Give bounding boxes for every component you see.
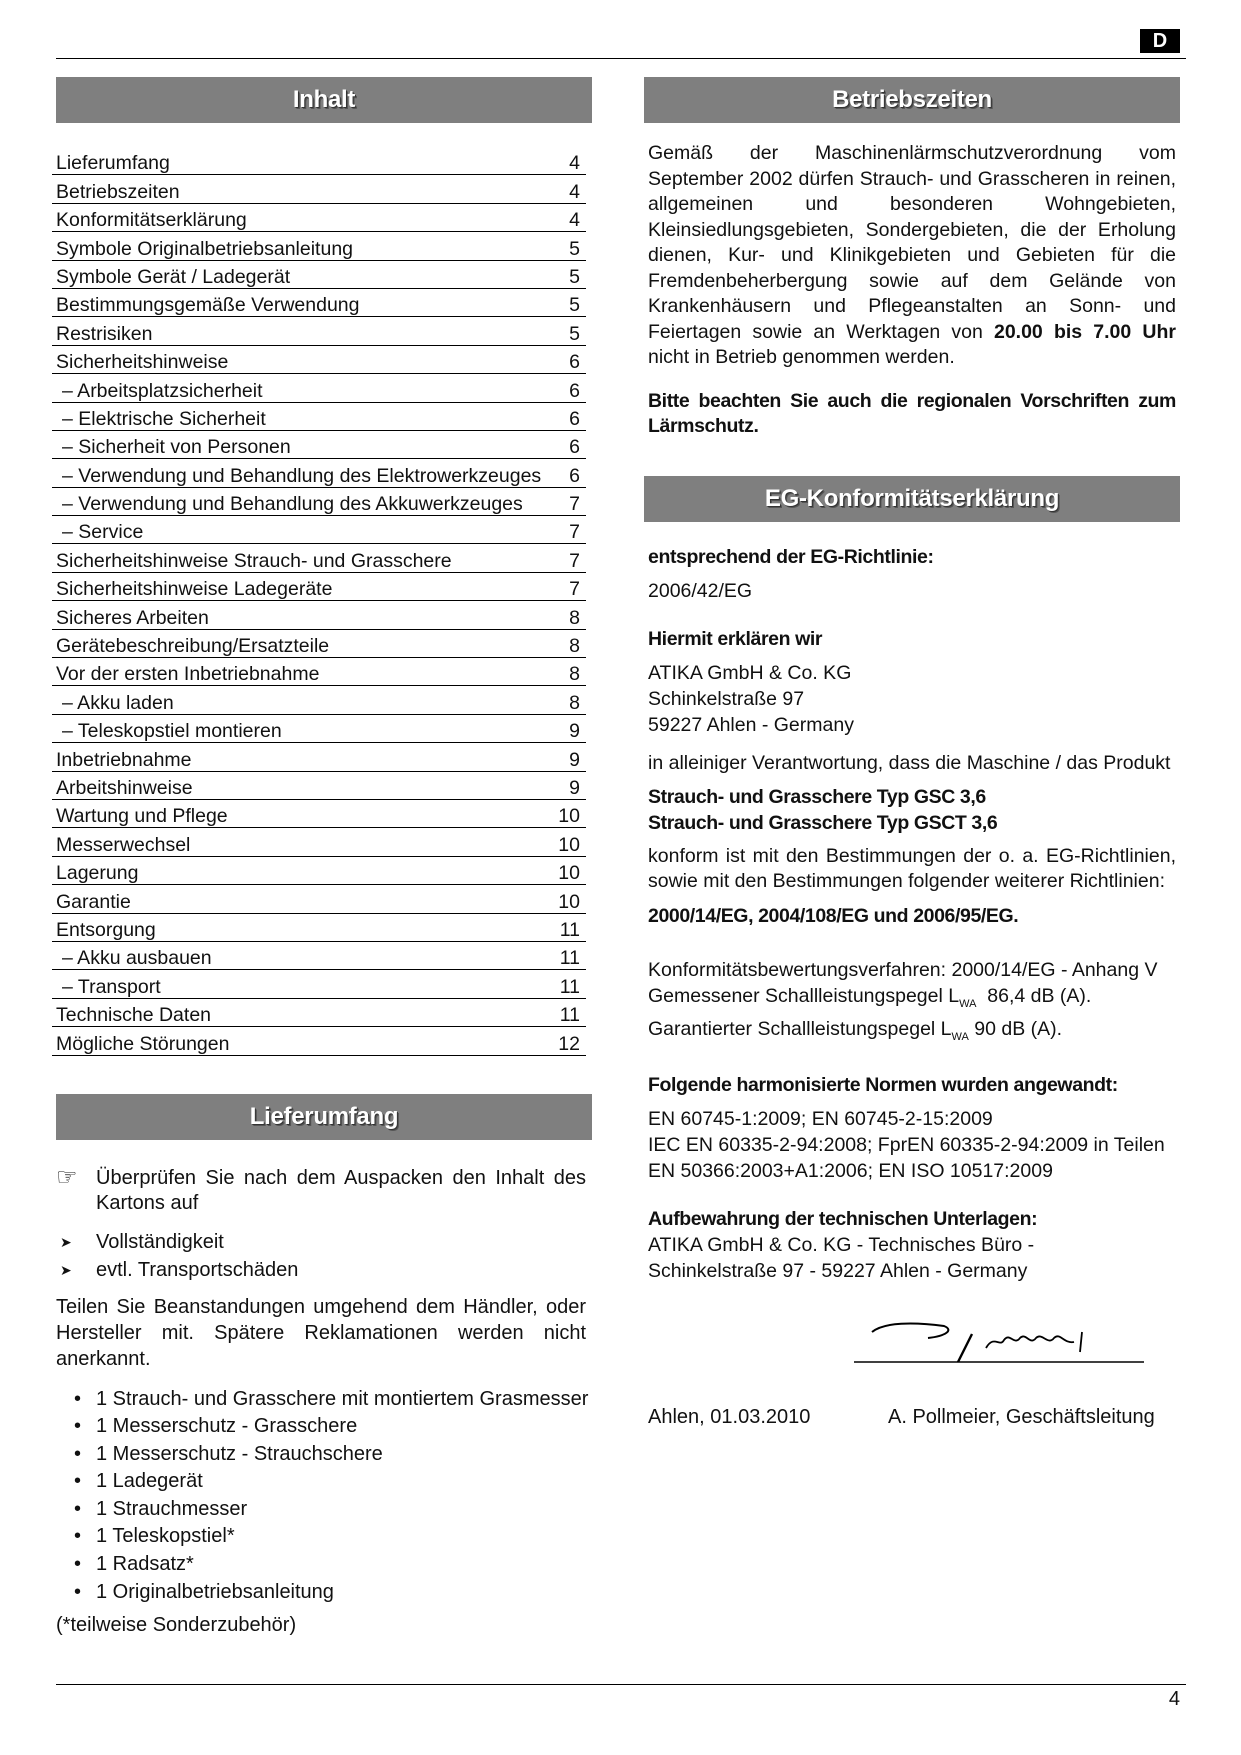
toc-title: Messerwechsel xyxy=(56,833,191,856)
toc-page-number: 7 xyxy=(569,493,580,516)
directive-label: entsprechend der EG-Richtlinie: xyxy=(648,545,934,568)
toc-title: Wartung und Pflege xyxy=(56,805,228,828)
norm-line: EN 50366:2003+A1:2006; EN ISO 10517:2009 xyxy=(648,1160,1053,1183)
signature-drawing xyxy=(854,1304,1144,1404)
toc-title: Konformitätserklärung xyxy=(56,209,247,232)
toc-title: Technische Daten xyxy=(56,1004,212,1027)
bullet-icon: • xyxy=(74,1553,82,1576)
conform-text: konform ist mit den Bestimmungen der o. a. EG-Richtlinien, sowie mit den Bestimmungen folgender weiterer Richtlinien: xyxy=(648,844,1176,892)
toc-row xyxy=(52,488,586,516)
check-text: evtl. Transportschäden xyxy=(96,1258,299,1281)
toc-page-number: 6 xyxy=(569,407,580,430)
toc-title: – Verwendung und Behandlung des Akkuwerkzeuges xyxy=(62,493,523,516)
toc-page-number: 8 xyxy=(569,663,580,686)
toc-title: – Service xyxy=(62,521,144,544)
toc-row xyxy=(52,403,586,431)
toc-title: Lagerung xyxy=(56,862,139,885)
toc-page-number: 5 xyxy=(569,322,580,345)
toc-row xyxy=(52,147,586,175)
toc-row xyxy=(52,1027,586,1055)
toc-title: Vor der ersten Inbetriebnahme xyxy=(56,663,320,686)
toc-title: Symbole Originalbetriebsanleitung xyxy=(56,237,354,260)
docs-line: ATIKA GmbH & Co. KG - Technisches Büro - xyxy=(648,1234,1035,1257)
toc-page-number: 7 xyxy=(569,578,580,601)
norm-line: IEC EN 60335-2-94:2008; FprEN 60335-2-94:2009 in Teilen xyxy=(648,1134,1165,1157)
list-item xyxy=(74,1413,592,1441)
guaranteed-sub: WA xyxy=(951,1031,969,1044)
toc-row xyxy=(52,630,586,658)
toc-title: Lieferumfang xyxy=(56,152,170,175)
list-item xyxy=(74,1496,592,1524)
guaranteed-prefix: Garantierter Schallleistungspegel L xyxy=(648,1018,952,1041)
toc-row xyxy=(52,914,586,942)
check-text: Vollständigkeit xyxy=(96,1230,224,1253)
noise-regulations-note: Bitte beachten Sie auch die regionalen Vorschriften zum Lärmschutz. xyxy=(648,389,1176,437)
toc-row xyxy=(52,516,586,544)
toc-row xyxy=(52,828,586,856)
toc-title: Arbeitshinweise xyxy=(56,776,193,799)
toc-title: Sicherheitshinweise Ladegeräte xyxy=(56,578,333,601)
norm-line: EN 60745-1:2009; EN 60745-2-15:2009 xyxy=(648,1108,993,1131)
product-name: Strauch- und Grasschere Typ GSC 3,6 xyxy=(648,785,986,808)
page-number: 4 xyxy=(1168,1688,1180,1710)
check-item xyxy=(56,1228,592,1256)
toc-page-number: 7 xyxy=(569,521,580,544)
toc-page-number: 9 xyxy=(569,748,580,771)
toc-page-number: 6 xyxy=(569,351,580,374)
toc-page-number: 11 xyxy=(559,918,580,941)
list-item-text: 1 Radsatz* xyxy=(96,1553,194,1576)
list-item-text: 1 Strauch- und Grasschere mit montiertem Grasmesser xyxy=(96,1387,589,1410)
toc-title: – Akku laden xyxy=(62,691,174,714)
toc-page-number: 11 xyxy=(559,975,580,998)
measured-sound-level xyxy=(644,983,1180,1017)
top-rule xyxy=(56,58,1186,59)
toc-row xyxy=(52,970,586,998)
toc-page-number: 10 xyxy=(558,862,580,885)
operating-times-hours: 20.00 bis 7.00 Uhr xyxy=(993,320,1176,343)
arrow-icon: ➤ xyxy=(60,1233,72,1250)
toc-row xyxy=(52,317,586,345)
konformitaet-header: EG-Konformitätserklärung xyxy=(644,476,1180,522)
toc-title: Inbetriebnahme xyxy=(56,748,192,771)
place-date: Ahlen, 01.03.2010 xyxy=(648,1406,811,1429)
bullet-icon: • xyxy=(74,1497,82,1520)
table-of-contents xyxy=(52,147,586,1056)
toc-page-number: 12 xyxy=(558,1032,580,1055)
bullet-icon: • xyxy=(74,1387,82,1410)
toc-page-number: 9 xyxy=(569,776,580,799)
toc-page-number: 5 xyxy=(569,237,580,260)
toc-title: Entsorgung xyxy=(56,918,156,941)
bottom-rule xyxy=(56,1684,1186,1685)
note-text: Überprüfen Sie nach dem Auspacken den Inhalt des Kartons auf xyxy=(96,1166,586,1214)
toc-page-number: 4 xyxy=(569,209,580,232)
toc-row xyxy=(52,743,586,771)
other-directives: 2000/14/EG, 2004/108/EG und 2006/95/EG. xyxy=(648,904,1019,927)
left-column xyxy=(56,77,592,1638)
note-line xyxy=(56,1163,592,1216)
toc-row xyxy=(52,658,586,686)
toc-row xyxy=(52,175,586,203)
right-column xyxy=(644,77,1180,1430)
toc-row xyxy=(52,999,586,1027)
norms-list xyxy=(644,1106,1180,1184)
toc-title: Gerätebeschreibung/Ersatzteile xyxy=(56,635,330,658)
check-item xyxy=(56,1256,592,1284)
toc-page-number: 6 xyxy=(569,379,580,402)
pointing-hand-icon: ☞ xyxy=(56,1163,78,1191)
toc-title: – Teleskopstiel montieren xyxy=(62,720,282,743)
company-address xyxy=(644,660,1180,738)
bullet-icon: • xyxy=(74,1525,82,1548)
toc-row xyxy=(52,800,586,828)
toc-row xyxy=(52,431,586,459)
list-item-text: 1 Ladegerät xyxy=(96,1470,203,1493)
signature-row xyxy=(644,1404,1180,1430)
address-line: 59227 Ahlen - Germany xyxy=(648,713,854,736)
declare-label: Hiermit erklären wir xyxy=(648,627,823,650)
list-item xyxy=(74,1386,592,1414)
toc-page-number: 9 xyxy=(569,720,580,743)
product-name: Strauch- und Grasschere Typ GSCT 3,6 xyxy=(648,811,998,834)
toc-row xyxy=(52,289,586,317)
bullet-icon: • xyxy=(74,1470,82,1493)
toc-title: – Elektrische Sicherheit xyxy=(62,407,266,430)
toc-page-number: 5 xyxy=(569,294,580,317)
toc-title: Mögliche Störungen xyxy=(56,1032,230,1055)
assessment-procedure: Konformitätsbewertungsverfahren: 2000/14/EG - Anhang V xyxy=(648,958,1158,981)
toc-title: Garantie xyxy=(56,890,131,913)
list-item xyxy=(74,1579,592,1607)
toc-page-number: 4 xyxy=(569,180,580,203)
measured-value: 86,4 dB (A). xyxy=(976,984,1092,1007)
toc-row xyxy=(52,715,586,743)
toc-page-number: 6 xyxy=(569,464,580,487)
betriebszeiten-header: Betriebszeiten xyxy=(644,77,1180,123)
toc-title: Betriebszeiten xyxy=(56,180,180,203)
toc-row xyxy=(52,374,586,402)
docs-address xyxy=(644,1232,1180,1284)
toc-row xyxy=(52,601,586,629)
guaranteed-sound-level xyxy=(644,1016,1180,1050)
toc-title: Symbole Gerät / Ladegerät xyxy=(56,265,291,288)
toc-row xyxy=(52,459,586,487)
measured-sub: WA xyxy=(959,997,977,1010)
toc-row xyxy=(52,686,586,714)
toc-header: Inhalt xyxy=(56,77,592,123)
toc-title: – Sicherheit von Personen xyxy=(62,436,291,459)
toc-row xyxy=(52,885,586,913)
address-line: Schinkelstraße 97 xyxy=(648,687,805,710)
toc-page-number: 10 xyxy=(558,833,580,856)
toc-row xyxy=(52,544,586,572)
toc-row xyxy=(52,857,586,885)
operating-times-text-start: Gemäß der Maschinenlärmschutzverordnung vom September 2002 dürfen Strauch- und Grasscheren in reinen, allgemeinen und besonderen Wohngebieten, Kleinsiedlungsgebieten, Sondergebieten, die der Erholung dienen, Kur- und Klinikgebieten und Gebieten für die Fremdenbeherbergung sowie auf dem Gelände von Krankenhäusern und Pflegeanstalten an Sonn- und Feiertagen sowie an Werktagen von xyxy=(648,142,1176,343)
toc-title: – Verwendung und Behandlung des Elektrowerkzeuges xyxy=(62,464,542,487)
check-list xyxy=(56,1228,592,1284)
signatory: A. Pollmeier, Geschäftsleitung xyxy=(888,1406,1155,1429)
toc-title: Bestimmungsgemäße Verwendung xyxy=(56,294,360,317)
toc-title: – Akku ausbauen xyxy=(62,947,212,970)
list-item-text: 1 Strauchmesser xyxy=(96,1497,248,1520)
footnote: (*teilweise Sonderzubehör) xyxy=(56,1614,297,1637)
bullet-icon: • xyxy=(74,1442,82,1465)
language-badge: D xyxy=(1140,29,1180,53)
list-item-text: 1 Messerschutz - Strauchschere xyxy=(96,1442,383,1465)
measured-prefix: Gemessener Schallleistungspegel L xyxy=(648,984,960,1007)
toc-row xyxy=(52,204,586,232)
toc-page-number: 11 xyxy=(559,947,580,970)
operating-times-paragraph xyxy=(644,141,1180,371)
delivery-items-list xyxy=(56,1386,592,1607)
list-item-text: 1 Originalbetriebsanleitung xyxy=(96,1580,334,1603)
toc-page-number: 10 xyxy=(558,890,580,913)
toc-title: – Arbeitsplatzsicherheit xyxy=(62,379,263,402)
toc-title: Sicherheitshinweise xyxy=(56,351,229,374)
toc-page-number: 11 xyxy=(559,1004,580,1027)
list-item xyxy=(74,1551,592,1579)
toc-title: – Transport xyxy=(62,975,161,998)
toc-row xyxy=(52,346,586,374)
toc-title: Sicherheitshinweise Strauch- und Grasschere xyxy=(56,549,452,572)
toc-row xyxy=(52,232,586,260)
toc-row xyxy=(52,573,586,601)
signature xyxy=(644,1304,1180,1404)
operating-times-text-end: nicht in Betrieb genommen werden. xyxy=(648,346,955,368)
toc-page-number: 6 xyxy=(569,436,580,459)
toc-page-number: 7 xyxy=(569,549,580,572)
product-list xyxy=(644,784,1180,836)
toc-row xyxy=(52,772,586,800)
docs-line: Schinkelstraße 97 - 59227 Ahlen - Germany xyxy=(648,1260,1028,1283)
guaranteed-value: 90 dB (A). xyxy=(968,1018,1063,1041)
bullet-icon: • xyxy=(74,1580,82,1603)
address-line: ATIKA GmbH & Co. KG xyxy=(648,661,852,684)
list-item-text: 1 Messerschutz - Grasschere xyxy=(96,1415,358,1438)
toc-page-number: 5 xyxy=(569,265,580,288)
list-item xyxy=(74,1441,592,1469)
list-item xyxy=(74,1468,592,1496)
directive-value: 2006/42/EG xyxy=(648,579,753,602)
list-item-text: 1 Teleskopstiel* xyxy=(96,1525,235,1548)
toc-page-number: 8 xyxy=(569,691,580,714)
complaint-text: Teilen Sie Beanstandungen umgehend dem Händler, oder Hersteller mit. Spätere Reklamationen werden nicht anerkannt. xyxy=(56,1295,586,1370)
norms-label: Folgende harmonisierte Normen wurden angewandt: xyxy=(648,1074,1118,1097)
lieferumfang-header: Lieferumfang xyxy=(56,1094,592,1140)
toc-row xyxy=(52,942,586,970)
toc-page-number: 10 xyxy=(558,805,580,828)
toc-title: Sicheres Arbeiten xyxy=(56,606,209,629)
responsibility-text: in alleiniger Verantwortung, dass die Maschine / das Produkt xyxy=(648,751,1171,774)
toc-row xyxy=(52,261,586,289)
toc-page-number: 8 xyxy=(569,635,580,658)
bullet-icon: • xyxy=(74,1415,82,1438)
toc-page-number: 4 xyxy=(569,152,580,175)
toc-page-number: 8 xyxy=(569,606,580,629)
docs-label: Aufbewahrung der technischen Unterlagen: xyxy=(648,1208,1038,1231)
toc-title: Restrisiken xyxy=(56,322,153,345)
arrow-icon: ➤ xyxy=(60,1261,72,1278)
list-item xyxy=(74,1523,592,1551)
